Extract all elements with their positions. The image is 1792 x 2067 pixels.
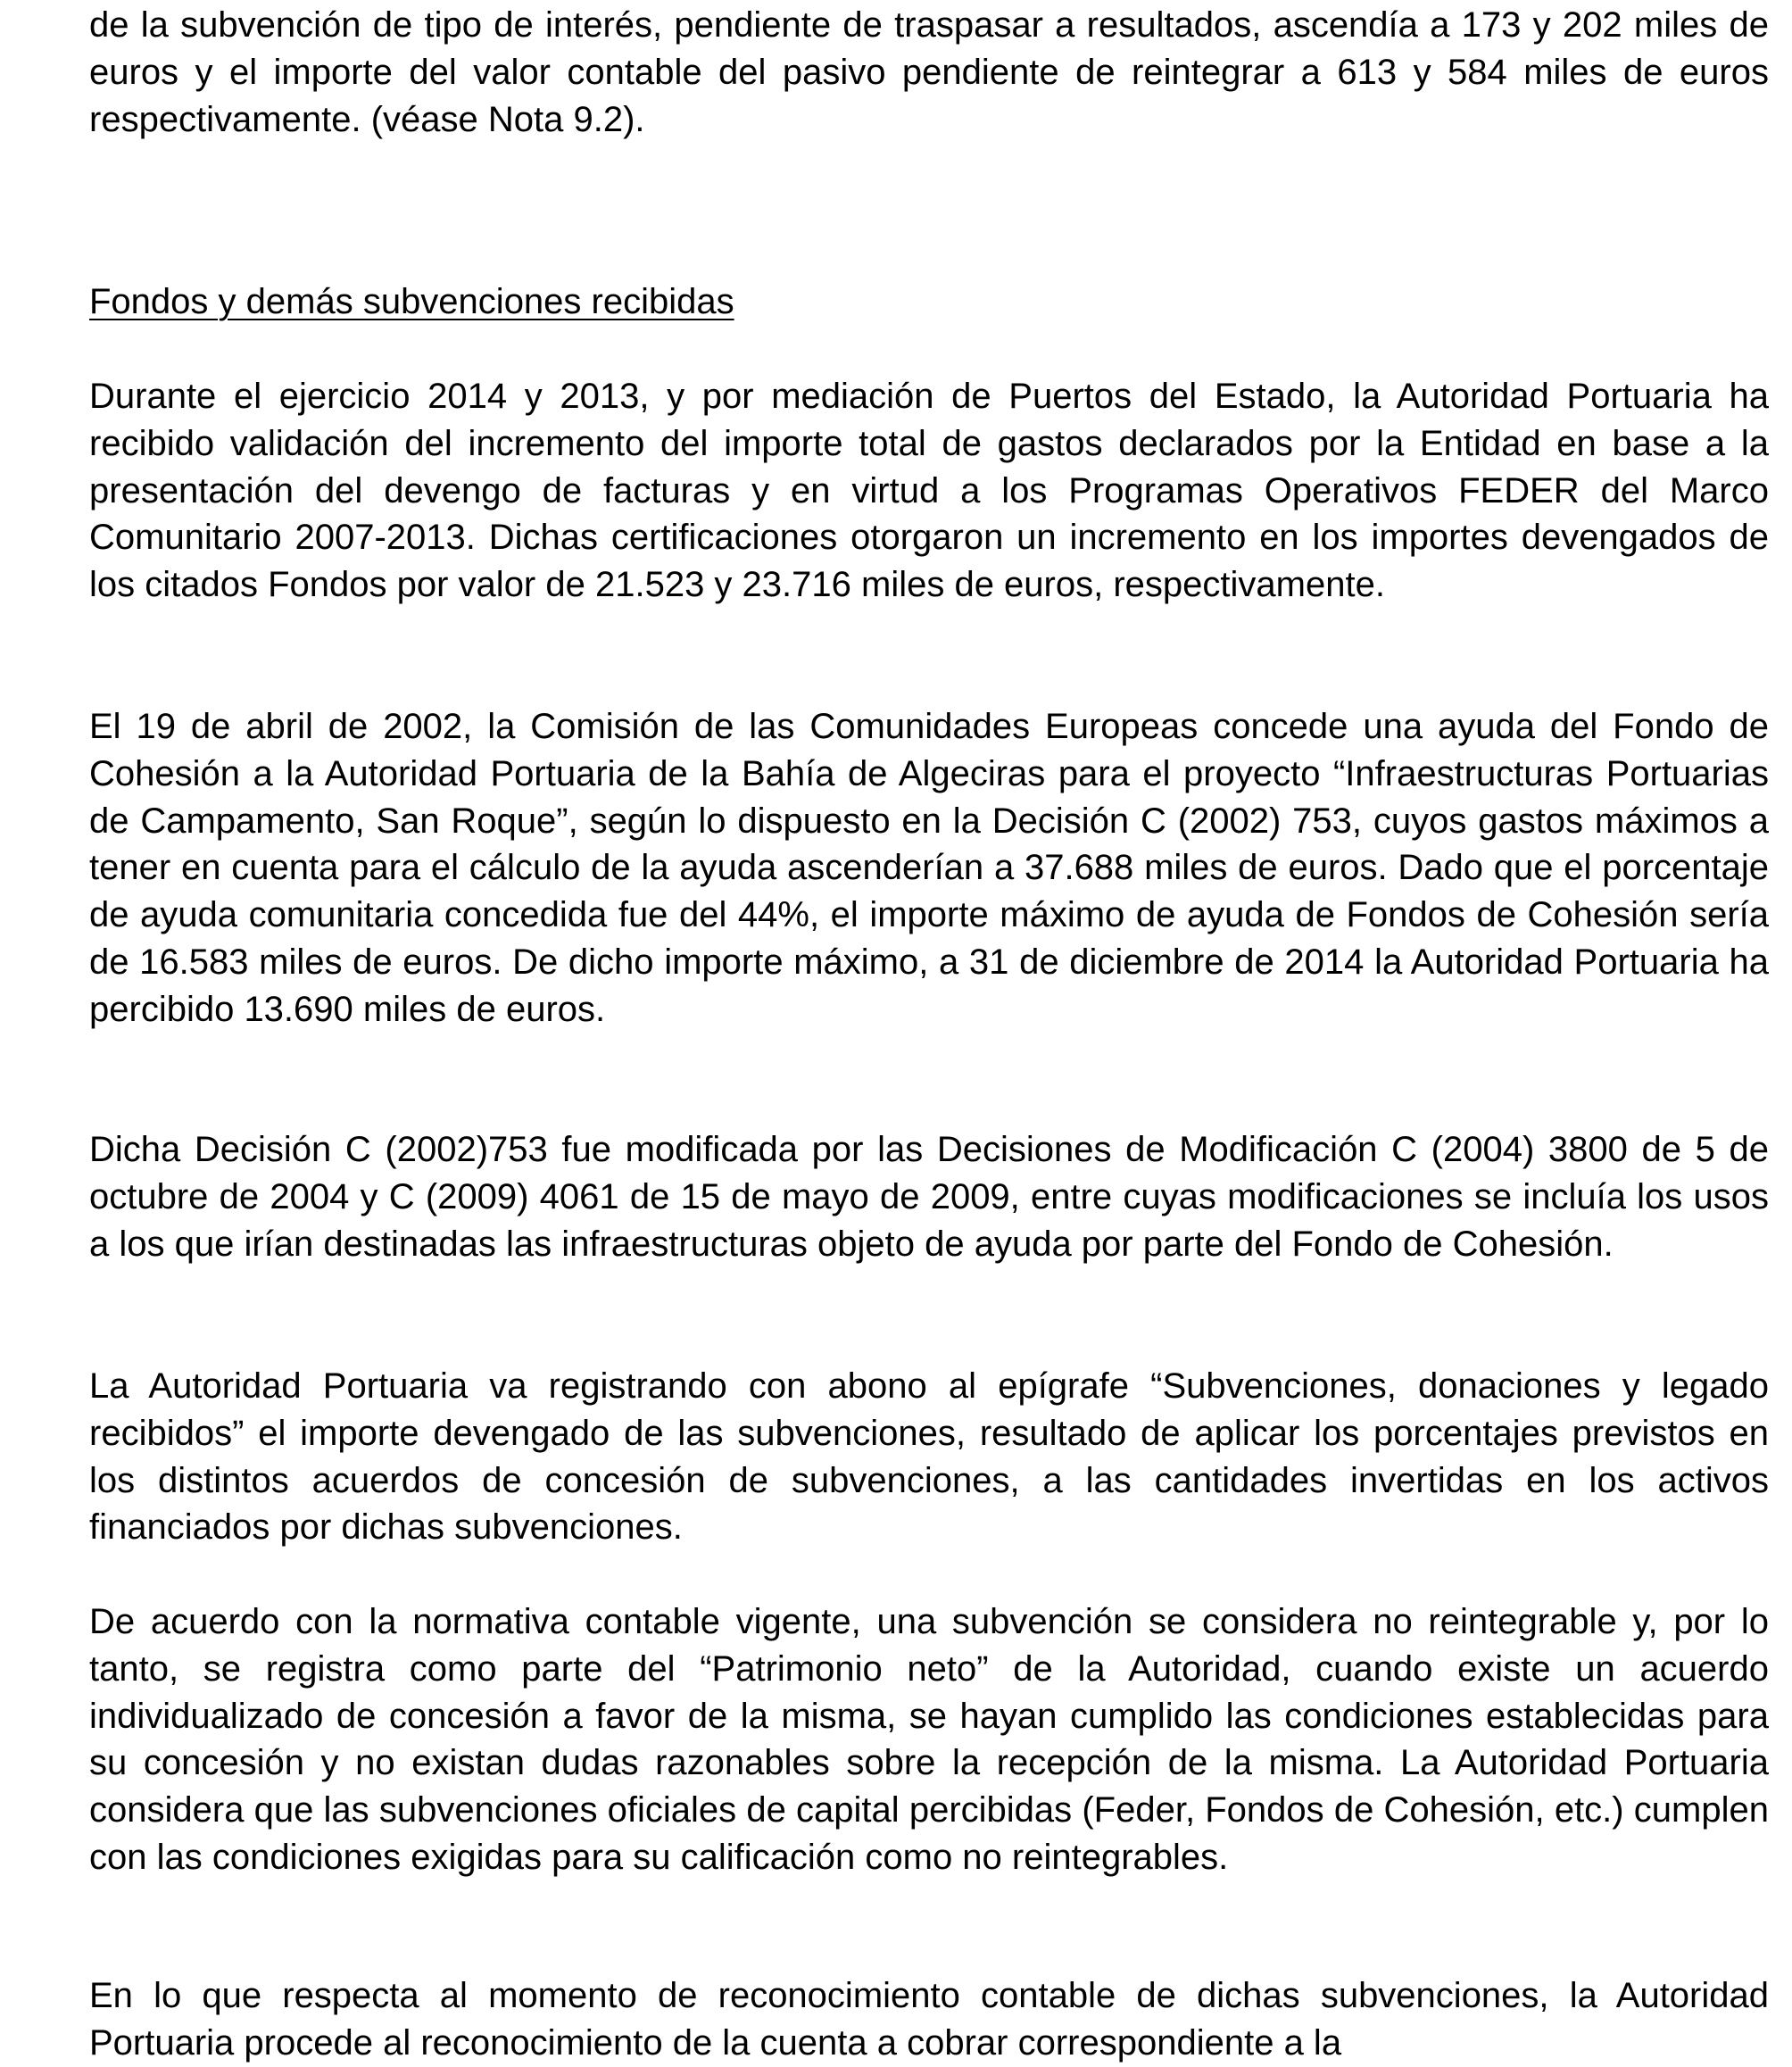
paragraph-feder-validacion: Durante el ejercicio 2014 y 2013, y por mediación de Puertos del Estado, la Autoridad Portuaria ha recibido validación del incremento del importe total de gastos declarados por la Entidad en base a la presentación del devengo de facturas y en virtud a los Programas Operativos FEDER del Marco Comunitario 2007-2013. Dichas certificaciones otorgaron un incremento en los importes devengados de los citados Fondos por valor de 21.523 y 23.716 miles de euros, respectivamente. <box>89 377 1769 605</box>
paragraph-reconocimiento-contable: En lo que respecta al momento de reconocimiento contable de dichas subvenciones, la Autoridad Portuaria procede al reconocimiento de la cuenta a cobrar correspondiente a la <box>89 1976 1769 2063</box>
paragraph-fondo-cohesion: El 19 de abril de 2002, la Comisión de las Comunidades Europeas concede una ayuda del Fondo de Cohesión a la Autoridad Portuaria de la Bahía de Algeciras para el proyecto “Infraestructuras Portuarias de Campamento, San Roque”, según lo dispuesto en la Decisión C (2002) 753, cuyos gastos máximos a tener en cuenta para el cálculo de la ayuda ascenderían a 37.688 miles de euros. Dado que el porcentaje de ayuda comunitaria concedida fue del 44%, el importe máximo de ayuda de Fondos de Cohesión sería de 16.583 miles de euros. De dicho importe máximo, a 31 de diciembre de 2014 la Autoridad Portuaria ha percibido 13.690 miles de euros. <box>89 707 1769 1029</box>
paragraph-subvencion-tipo-interes: de la subvención de tipo de interés, pendiente de traspasar a resultados, ascendía a 173 y 202 miles de euros y el importe del valor contable del pasivo pendiente de reintegrar a 613 y 584 miles de euros respectivamente. (véase Nota 9.2). <box>89 5 1769 139</box>
section-heading-fondos-subvenciones: Fondos y demás subvenciones recibidas <box>89 282 734 321</box>
paragraph-registro-subvenciones: La Autoridad Portuaria va registrando con abono al epígrafe “Subvenciones, donaciones y legado recibidos” el importe devengado de las subvenciones, resultado de aplicar los porcentajes previstos en los distintos acuerdos de concesión de subvenciones, a las cantidades invertidas en los activos financiados por dichas subvenciones. <box>89 1366 1769 1548</box>
paragraph-decision-modificada: Dicha Decisión C (2002)753 fue modificada por las Decisiones de Modificación C (2004) 3800 de 5 de octubre de 2004 y C (2009) 4061 de 15 de mayo de 2009, entre cuyas modificaciones se incluía los usos a los que irían destinadas las infraestructuras objeto de ayuda por parte del Fondo de Cohesión. <box>89 1130 1769 1264</box>
paragraph-normativa-contable: De acuerdo con la normativa contable vigente, una subvención se considera no reintegrable y, por lo tanto, se registra como parte del “Patrimonio neto” de la Autoridad, cuando existe un acuerdo individualizado de concesión a favor de la misma, se hayan cumplido las condiciones establecidas para su concesión y no existan dudas razonables sobre la recepción de la misma. La Autoridad Portuaria considera que las subvenciones oficiales de capital percibidas (Feder, Fondos de Cohesión, etc.) cumplen con las condiciones exigidas para su calificación como no reintegrables. <box>89 1602 1769 1877</box>
